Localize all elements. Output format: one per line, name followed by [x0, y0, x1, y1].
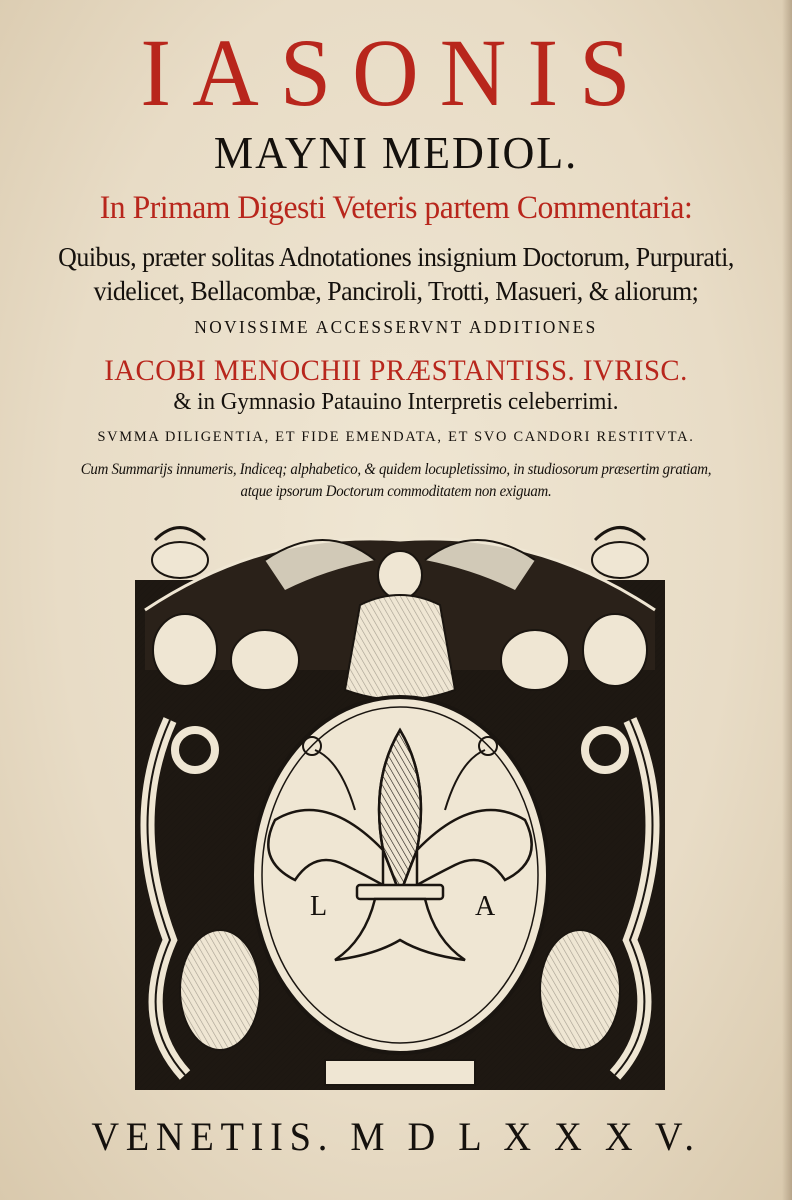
summary-line-1: Cum Summarijs innumeris, Indiceq; alphabetico, & quidem locupletissimo, in studiosorum præsertim gratiam, [80, 461, 712, 478]
page-edge-shadow [782, 0, 792, 1200]
book-title: IASONIS [140, 19, 652, 126]
author-name: MAYNI MEDIOL. [213, 127, 579, 178]
diligence-line: SVMMA DILIGENTIA, ET FIDE EMENDATA, ET SVO CANDORI RESTITVTA. [97, 429, 695, 445]
subtitle-line-2: Quibus, præter solitas Adnotationes insignium Doctorum, Purpurati, [58, 242, 734, 272]
menochius-line: IACOBI MENOCHII PRÆSTANTISS. IVRISC. [104, 354, 688, 387]
summary-line-2: atque ipsorum Doctorum commoditatem non exiguam. [240, 483, 552, 500]
printers-device-woodcut [125, 520, 675, 1095]
device-letter-l: L [310, 891, 328, 922]
additions-line: NOVISSIME ACCESSERVNT ADDITIONES [194, 317, 598, 337]
subtitle-line-1: In Primam Digesti Veteris partem Commentaria: [99, 190, 693, 226]
imprint: VENETIIS. M D L X X X V. [91, 1114, 701, 1159]
device-letter-a: A [475, 891, 496, 922]
gymnasium-line: & in Gymnasio Patauino Interpretis celeberrimi. [173, 389, 619, 415]
subtitle-line-3: videlicet, Bellacombæ, Panciroli, Trotti, Masueri, & aliorum; [93, 276, 699, 306]
